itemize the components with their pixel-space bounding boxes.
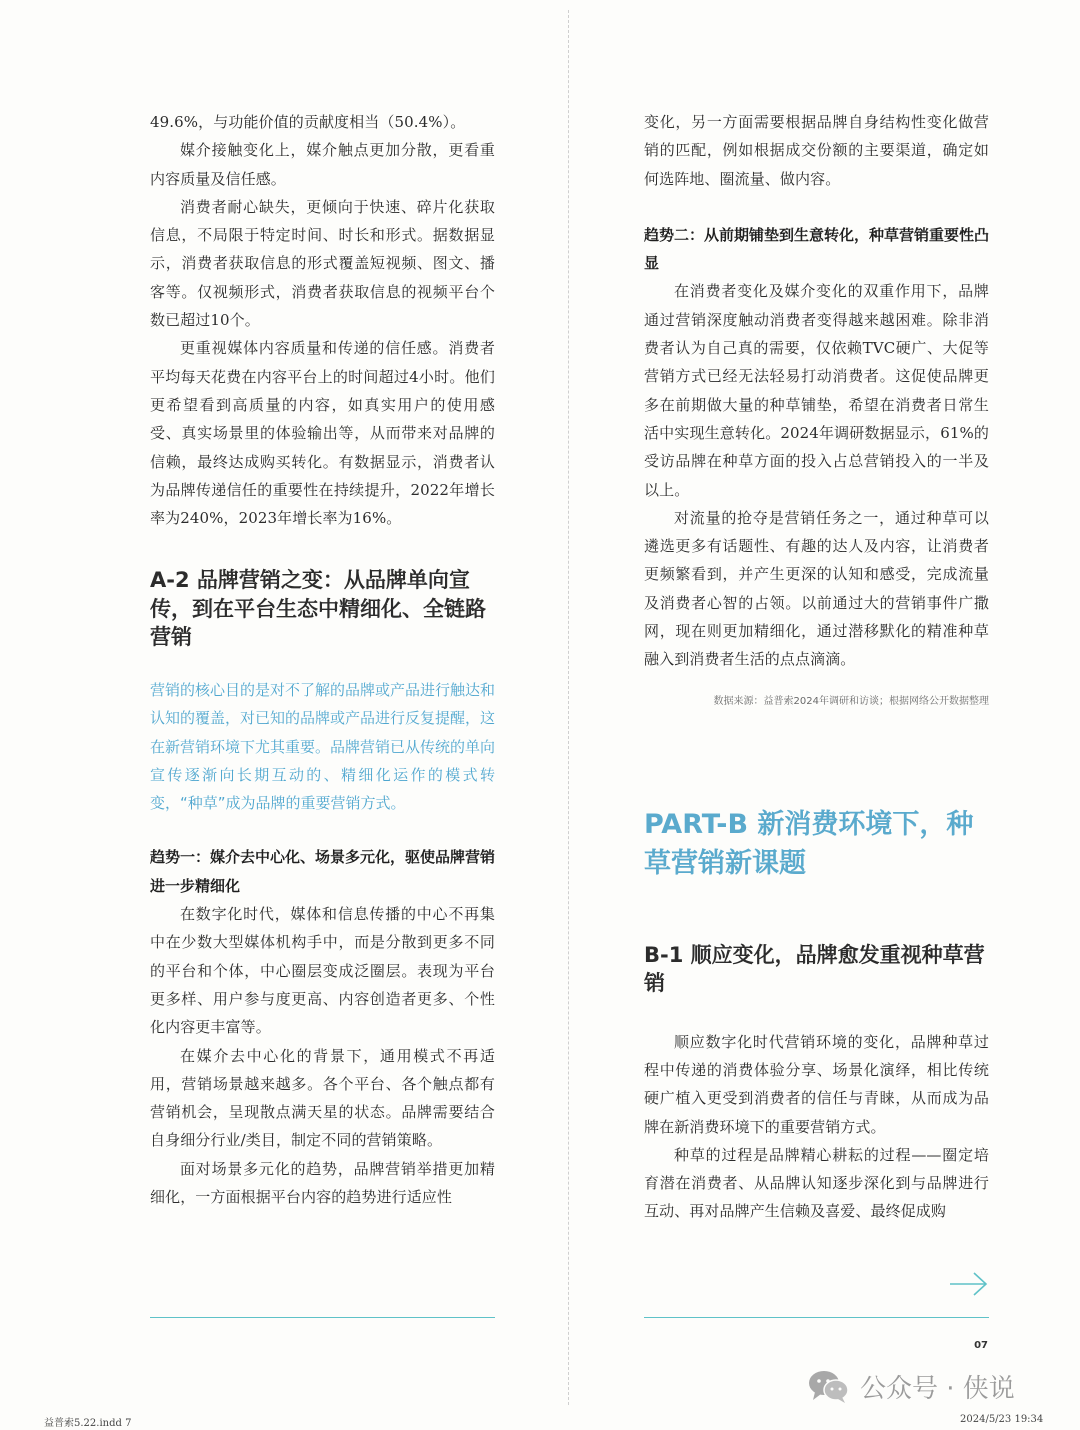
paragraph: 49.6%，与功能价值的贡献度相当（50.4%）。	[150, 113, 466, 131]
paragraph: 更重视媒体内容质量和传递的信任感。消费者平均每天花费在内容平台上的时间超过4小时。他们更希望看到高质量的内容，如真实用户的使用感受、真实场景里的体验输出等，从而带来对品牌的信赖，最终达成购买转化。有数据显示，消费者认为品牌传递信任的重要性在持续提升，2022年增长率为240%，2023年增长率为16%。	[150, 339, 495, 528]
section-heading-b1: B-1 顺应变化，品牌愈发重视种草营销	[644, 942, 985, 996]
paragraph: 消费者耐心缺失，更倾向于快速、碎片化获取信息，不局限于特定时间、时长和形式。据数据显示，消费者获取信息的形式覆盖短视频、图文、播客等。仅视频形式，消费者获取信息的视频平台个数已超过10个。	[150, 197, 495, 330]
left-column	[150, 0, 495, 1211]
paragraph: 媒介接触变化上，媒介触点更加分散，更看重内容质量及信任感。	[150, 141, 495, 188]
trend-one-heading: 趋势一：媒介去中心化、场景多元化，驱使品牌营销进一步精细化	[150, 848, 496, 895]
watermark	[808, 1366, 1015, 1406]
bottom-rule-right	[644, 1317, 989, 1318]
paragraph: 种草的过程是品牌精心耕耘的过程——圈定培育潜在消费者、从品牌认知逐步深化到与品牌进行互动、再对品牌产生信赖及喜爱、最终促成购	[644, 1145, 989, 1221]
bottom-rule-left	[150, 1317, 495, 1318]
paragraph: 对流量的抢夺是营销任务之一，通过种草可以遴选更多有话题性、有趣的达人及内容，让消费者更频繁看到，并产生更深的认知和感受，完成流量及消费者心智的占领。以前通过大的营销事件广撒网，现在则更加精细化，通过潜移默化的精准种草融入到消费者生活的点点滴滴。	[644, 508, 989, 669]
page-number: 07	[974, 1340, 988, 1351]
arrow-right-icon[interactable]	[948, 1270, 990, 1298]
paragraph: 面对场景多元化的趋势，品牌营销举措更加精细化，一方面根据平台内容的趋势进行适应性	[150, 1159, 495, 1206]
part-b-title: PART-B 新消费环境下，种草营销新课题	[644, 808, 974, 879]
lead-paragraph: 营销的核心目的是对不了解的品牌或产品进行触达和认知的覆盖，对已知的品牌或产品进行反复提醒，这在新营销环境下尤其重要。品牌营销已从传统的单向宣传逐渐向长期互动的、精细化运作的模式转变，“种草”成为品牌的重要营销方式。	[150, 680, 496, 813]
paragraph: 在数字化时代，媒体和信息传播的中心不再集中在少数大型媒体机构手中，而是分散到更多不同的平台和个体，中心圈层变成泛圈层。表现为平台更多样、用户参与度更高、内容创造者更多、个性化内容更丰富等。	[150, 905, 495, 1037]
section-heading-a2: A-2 品牌营销之变：从品牌单向宣传，到在平台生态中精细化、全链路营销	[150, 568, 486, 650]
right-column	[644, 0, 989, 1226]
paragraph: 在消费者变化及媒介变化的双重作用下，品牌通过营销深度触动消费者变得越来越困难。除非消费者认为自己真的需要，仅依赖TVC硬广、大促等营销方式已经无法轻易打动消费者。这促使品牌更多在前期做大量的种草铺垫，希望在消费者日常生活中实现生意转化。2024年调研数据显示，61%的受访品牌在种草方面的投入占总营销投入的一半及以上。	[644, 282, 989, 499]
wechat-icon	[808, 1368, 850, 1404]
paragraph: 在媒介去中心化的背景下，通用模式不再适用，营销场景越来越多。各个平台、各个触点都有营销机会，呈现散点满天星的状态。品牌需要结合自身细分行业/类目，制定不同的营销策略。	[150, 1046, 495, 1150]
print-timestamp: 2024/5/23 19:34	[960, 1414, 1044, 1425]
paragraph: 顺应数字化时代营销环境的变化，品牌种草过程中传递的消费体验分享、场景化演绎，相比传统硬广植入更受到消费者的信任与青睐，从而成为品牌在新消费环境下的重要营销方式。	[644, 1032, 989, 1136]
page-gutter-divider	[568, 10, 569, 1405]
data-source-note: 数据来源：益普索2024年调研和访谈；根据网络公开数据整理	[713, 695, 989, 707]
paragraph: 变化，另一方面需要根据品牌自身结构性变化做营销的匹配，例如根据成交份额的主要渠道，确定如何选阵地、圈流量、做内容。	[644, 113, 989, 188]
trend-two-heading: 趋势二：从前期铺垫到生意转化，种草营销重要性凸显	[644, 225, 990, 273]
watermark-text: 公众号 · 侠说	[860, 1373, 1015, 1404]
print-file-name: 益普索5.22.indd 7	[44, 1418, 132, 1429]
